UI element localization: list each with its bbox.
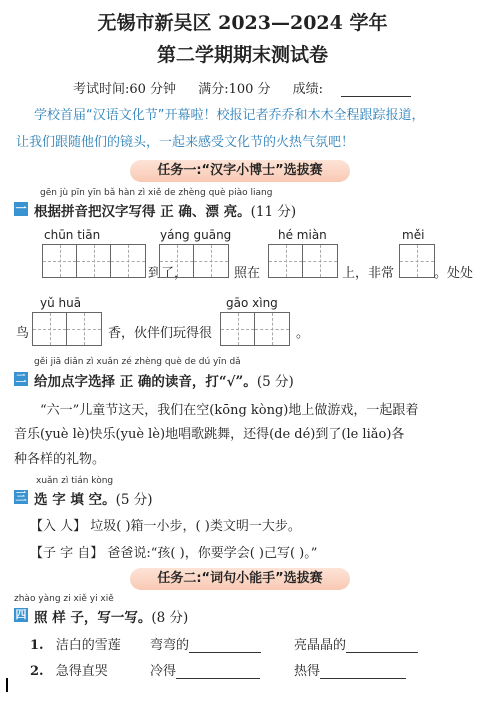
q1-text-1: 到了， — [148, 266, 188, 281]
q1-grid-5[interactable] — [32, 312, 102, 346]
task1-banner-text: 任务一:“汉字小博士”选拔赛 — [157, 163, 323, 178]
q1-text: 根据拼音把汉字写得 正 确、漂 亮。 — [34, 204, 251, 220]
q3-line-2: 【子 字 自】 爸爸说:“孩( )，你要学会( )己写( )。” — [30, 546, 318, 561]
title-line-2: 第二学期期末测试卷 — [156, 44, 328, 66]
q1-grid-3[interactable] — [268, 244, 338, 278]
score-blank[interactable] — [341, 84, 411, 97]
q2-line-3: 种各样的礼物。 — [14, 452, 106, 467]
task2-banner-text: 任务二:“词句小能手”选拔赛 — [157, 571, 323, 586]
q1-text-4: 。处处 — [434, 266, 474, 281]
q1-text-3: 上，非常 — [342, 266, 395, 281]
q4-item-1-c — [294, 634, 418, 653]
q2-pinyin: gěi jiā diǎn zì xuǎn zé zhèng què de dú yīn dǎ — [34, 357, 241, 367]
q4-item-1-b — [150, 634, 261, 653]
q4-score: (8 分) — [151, 610, 189, 626]
q3-score: (5 分) — [115, 492, 153, 508]
q3-text: 选 字 填 空。 — [34, 492, 116, 508]
q1-py-4: měi — [402, 228, 425, 242]
q2-score: (5 分) — [256, 374, 294, 390]
q4-item-1-c-blank[interactable] — [346, 640, 418, 653]
title-line-1: 无锡市新吴区 2023—2024 学年 — [97, 12, 388, 34]
q2-line-1: “六一”儿童节这天，我们在空(kōng kòng)地上做游戏，一起跟着 — [40, 403, 419, 418]
q4-item-2-c-blank[interactable] — [320, 666, 406, 679]
q4-item-1 — [30, 634, 121, 653]
q1-pinyin: gēn jù pīn yīn bǎ hàn zì xiě de zhèng què piào liang — [40, 188, 273, 198]
q4-item-2 — [30, 660, 108, 679]
q1-text-5: 鸟 — [16, 326, 30, 341]
q4-item-1-number: 1. — [30, 638, 44, 653]
q4-number: 四 — [15, 608, 27, 621]
q3-line-1: 【入 人】 垃圾( )箱一小步，( )类文明一大步。 — [30, 519, 301, 534]
intro-line-2: 让我们跟随他们的镜头，一起来感受文化节的火热气氛吧！ — [16, 135, 355, 150]
q1-py-1: chūn tiān — [44, 228, 101, 242]
q1-text-6: 香，伙伴们玩得很 — [108, 326, 213, 341]
q4-item-1-b-label: 弯弯的 — [150, 638, 190, 653]
q4-item-1-b-blank[interactable] — [189, 640, 261, 653]
intro-line-1: 学校首届“汉语文化节”开幕啦！校报记者乔乔和木木全程跟踪报道， — [34, 108, 425, 123]
q3-instruction — [34, 488, 153, 508]
q4-item-2-b-label: 冷得 — [150, 664, 177, 679]
q1-py-5: yǔ huā — [40, 296, 82, 310]
q1-text-2: 照在 — [234, 266, 261, 281]
q4-item-2-b-blank[interactable] — [176, 666, 260, 679]
q2-text: 给加点字选择 正 确的读音，打“√”。 — [34, 374, 257, 390]
q4-instruction — [34, 606, 188, 626]
q2-line-2: 音乐(yuè lè)快乐(yuè lè)地唱歌跳舞，还得(de dé)到了(le liǎo)各 — [14, 427, 405, 442]
q1-py-6: gāo xìng — [226, 296, 278, 310]
q4-item-2-c — [294, 660, 406, 679]
q4-item-2-b — [150, 660, 260, 679]
exam-meta — [73, 78, 429, 97]
q1-grid-2[interactable] — [159, 244, 229, 278]
q4-pinyin: zhào yàng zi xiě yi xiě — [14, 594, 114, 604]
q1-score: (11 分) — [250, 204, 297, 220]
q4-item-2-example: 急得直哭 — [55, 664, 108, 679]
q1-text-7: 。 — [296, 326, 310, 341]
q3-number: 三 — [15, 490, 27, 503]
exam-time: 考试时间:60 分钟 — [73, 82, 177, 97]
q1-py-2: yáng guāng — [160, 228, 232, 242]
q4-item-2-number: 2. — [30, 664, 44, 679]
q1-grid-4[interactable] — [399, 244, 435, 278]
q1-grid-1[interactable] — [42, 244, 146, 278]
q4-item-2-c-label: 热得 — [294, 664, 321, 679]
q4-item-1-example: 洁白的雪莲 — [55, 638, 121, 653]
q3-pinyin: xuǎn zì tián kòng — [36, 476, 114, 486]
q1-grid-6[interactable] — [220, 312, 290, 346]
q2-number: 二 — [15, 372, 27, 385]
score-label: 成绩: — [292, 82, 324, 97]
task1-banner — [130, 160, 350, 182]
q2-instruction — [34, 370, 294, 390]
full-score: 满分:100 分 — [198, 82, 271, 97]
q1-number: 一 — [15, 202, 27, 215]
q1-py-3: hé miàn — [278, 228, 327, 242]
q1-instruction — [34, 200, 296, 220]
task2-banner — [130, 568, 350, 590]
q4-item-1-c-label: 亮晶晶的 — [294, 638, 347, 653]
text-cursor — [6, 678, 8, 692]
q4-text: 照 样 子，写一写。 — [34, 610, 152, 626]
